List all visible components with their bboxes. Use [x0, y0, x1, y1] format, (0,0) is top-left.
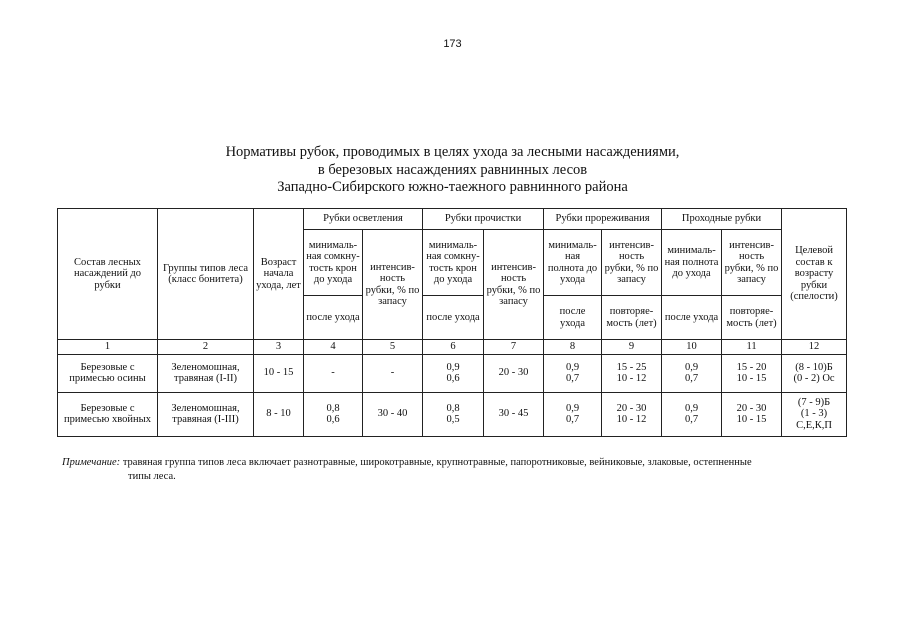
column-number: 7 [484, 340, 544, 355]
header-min-density-3: минималь-ная полнота до ухода [544, 230, 602, 296]
value-before: 0,9 [684, 402, 699, 414]
header-group-osvetlenie: Рубки осветления [304, 209, 423, 230]
header-start-age: Возраст начала ухода, лет [254, 209, 304, 340]
value-main: (7 - 9)Б [797, 396, 831, 408]
cell-col5: - [363, 354, 423, 392]
column-number: 11 [722, 340, 782, 355]
page-number: 173 [443, 38, 462, 50]
cell-col12 [782, 392, 847, 436]
cell-col12 [782, 354, 847, 392]
note-text-line-2: типы леса. [128, 470, 176, 482]
cell-col9 [602, 354, 662, 392]
column-number: 4 [304, 340, 363, 355]
note-label: Примечание: [62, 457, 121, 468]
cell-col7: 30 - 45 [484, 392, 544, 436]
header-forest-type: Группы типов леса (класс бонитета) [158, 209, 254, 340]
title-line-1: Нормативы рубок, проводимых в целях ухода за лесными насаждениями, [225, 144, 680, 160]
column-number-row [58, 340, 847, 355]
cell-start-age: 8 - 10 [254, 392, 304, 436]
value-before: 0,8 [326, 402, 340, 414]
header-composition: Состав лесных насаждений до рубки [58, 209, 158, 340]
title-line-2: в березовых насаждениях равнинных лесов [317, 161, 588, 178]
header-repeat-3: повторяе-мость (лет) [602, 296, 662, 340]
value-intensity: 20 - 30 [616, 402, 647, 414]
value-main: (8 - 10)Б [795, 361, 833, 373]
value-before: 0,9 [565, 402, 580, 414]
note [62, 456, 852, 483]
header-intensity-1: интенсив-ность рубки, % по запасу [363, 230, 423, 340]
value-intensity: 15 - 25 [616, 361, 647, 373]
cell-col4 [304, 392, 363, 436]
value-before: 0,8 [446, 402, 460, 414]
value-species: С,Е,К,П [796, 419, 832, 431]
table-row [58, 354, 847, 392]
value-after: 0,7 [684, 373, 699, 384]
value-repeat: 10 - 15 [736, 373, 767, 384]
cell-col8 [544, 354, 602, 392]
value-before: 0,9 [565, 361, 580, 373]
cell-col7: 20 - 30 [484, 354, 544, 392]
header-group-prochistka: Рубки прочистки [423, 209, 544, 230]
column-number: 3 [254, 340, 304, 355]
cell-col10 [662, 392, 722, 436]
value-before: 0,9 [446, 361, 460, 373]
table-row [58, 392, 847, 436]
header-after-care-4: после ухода [662, 296, 722, 340]
value-after: 0,6 [446, 373, 460, 384]
column-number: 5 [363, 340, 423, 355]
cell-col6 [423, 392, 484, 436]
header-min-density-4: минималь-ная полнота до ухода [662, 230, 722, 296]
column-number: 10 [662, 340, 722, 355]
header-repeat-4: повторяе-мость (лет) [722, 296, 782, 340]
value-admixture: (0 - 2) Ос [793, 373, 835, 384]
cell-col5: 30 - 40 [363, 392, 423, 436]
value-intensity: 20 - 30 [736, 402, 767, 414]
cell-composition: Березовые с примесью хвойных [58, 392, 158, 436]
note-text-line-1: травяная группа типов леса включает разнотравные, широкотравные, крупнотравные, папоротниковые, вейниковые, злаковые, остепненные [122, 457, 752, 468]
value-before: 0,9 [684, 361, 699, 373]
cell-col9 [602, 392, 662, 436]
value-repeat: 10 - 12 [616, 373, 647, 384]
value-after: 0,7 [565, 373, 580, 384]
title-line-3: Западно-Сибирского южно-таежного равнинного района [277, 179, 628, 195]
column-number: 12 [782, 340, 847, 355]
header-after-care-1: после ухода [304, 296, 363, 340]
header-group-prohodnye: Проходные рубки [662, 209, 782, 230]
cell-col11 [722, 392, 782, 436]
value-after: 0,7 [684, 414, 699, 425]
value-after: 0,7 [565, 414, 580, 425]
cell-forest-type: Зеленомошная, травяная (I-II) [158, 354, 254, 392]
value-admixture: (1 - 3) [800, 408, 828, 420]
cell-col10 [662, 354, 722, 392]
column-number: 9 [602, 340, 662, 355]
header-min-closure-2: минималь-ная сомкну-тость крон до ухода [423, 230, 484, 296]
value-repeat: 10 - 12 [616, 414, 647, 425]
header-after-care-2: после ухода [423, 296, 484, 340]
cell-col8 [544, 392, 602, 436]
value-intensity: 15 - 20 [736, 361, 767, 373]
column-number: 6 [423, 340, 484, 355]
column-number: 8 [544, 340, 602, 355]
cell-start-age: 10 - 15 [254, 354, 304, 392]
document-title [0, 144, 905, 197]
cell-col4: - [304, 354, 363, 392]
header-target-composition: Целевой состав к возрасту рубки (спелости) [782, 209, 847, 340]
header-min-closure-1: минималь-ная сомкну-тость крон до ухода [304, 230, 363, 296]
header-after-care-3: после ухода [544, 296, 602, 340]
header-group-prorezhivanie: Рубки прореживания [544, 209, 662, 230]
column-number: 1 [58, 340, 158, 355]
column-number: 2 [158, 340, 254, 355]
cell-forest-type: Зеленомошная, травяная (I-III) [158, 392, 254, 436]
value-after: 0,5 [446, 414, 460, 425]
header-intensity-3: интенсив-ность рубки, % по запасу [602, 230, 662, 296]
value-repeat: 10 - 15 [736, 414, 767, 425]
cell-composition: Березовые с примесью осины [58, 354, 158, 392]
cell-col6 [423, 354, 484, 392]
header-intensity-4: интенсив-ность рубки, % по запасу [722, 230, 782, 296]
header-intensity-2: интенсив-ность рубки, % по запасу [484, 230, 544, 340]
cell-col11 [722, 354, 782, 392]
norms-table [57, 208, 847, 437]
value-after: 0,6 [326, 414, 340, 425]
